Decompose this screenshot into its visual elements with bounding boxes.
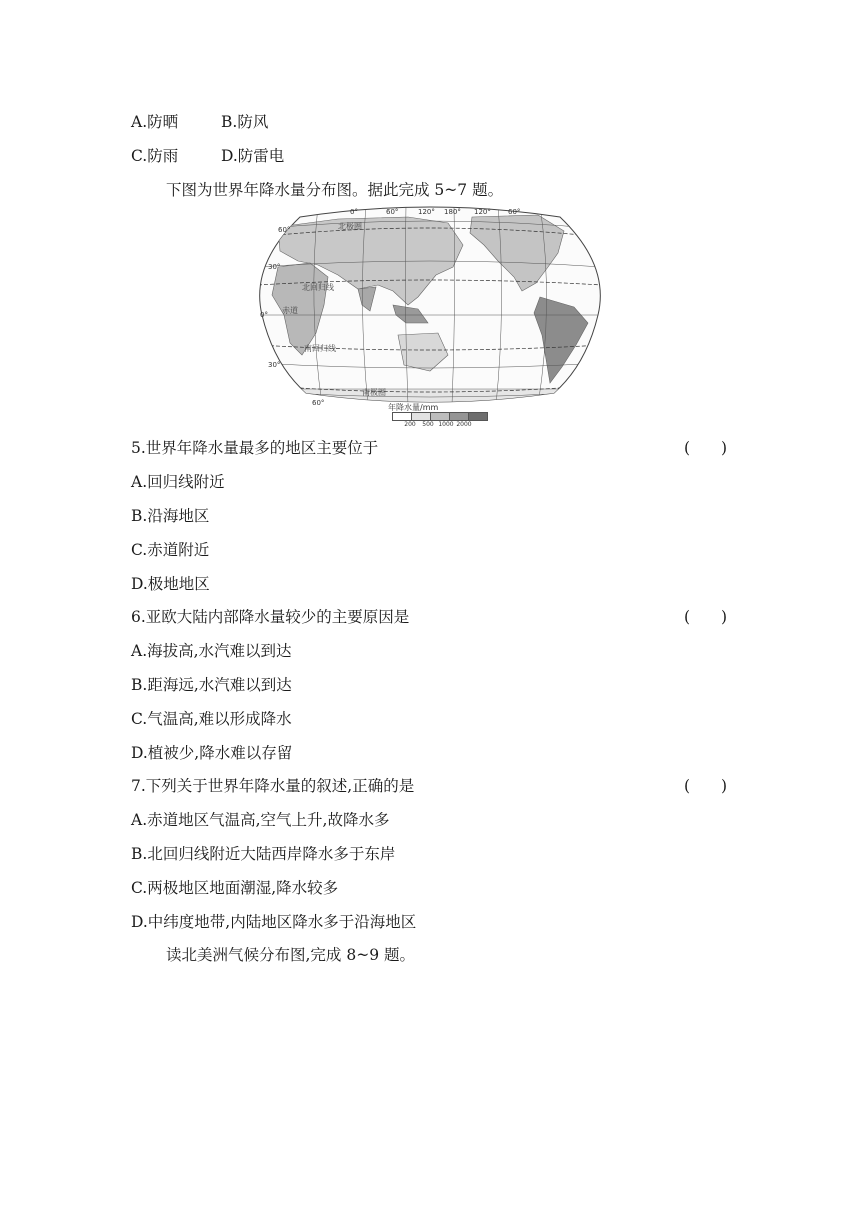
legend-swatch [450, 412, 469, 421]
arctic-circle-label: 北极圈 [338, 222, 362, 231]
lat-tick-30n: 30° [268, 263, 281, 271]
legend-tick: 1000 [438, 421, 454, 428]
q5-answer-bracket: ( ) [684, 439, 728, 457]
lon-tick-1: 60° [386, 208, 399, 216]
q7-stem: 7.下列关于世界年降水量的叙述,正确的是 [131, 777, 415, 795]
lon-tick-0: 0° [350, 208, 358, 216]
legend-swatch [431, 412, 450, 421]
q7-answer-bracket: ( ) [684, 777, 728, 795]
lon-tick-5: 60° [508, 208, 521, 216]
map-intro: 下图为世界年降水量分布图。据此完成 5~7 题。 [166, 181, 504, 199]
antarctic-circle-label: 南极圈 [362, 388, 386, 397]
next-intro: 读北美洲气候分布图,完成 8~9 题。 [166, 946, 415, 964]
q5-stem: 5.世界年降水量最多的地区主要位于 [131, 439, 379, 457]
q7-option-a: A.赤道地区气温高,空气上升,故降水多 [131, 811, 390, 829]
q7-option-c: C.两极地区地面潮湿,降水较多 [131, 879, 339, 897]
lat-tick-30s: 30° [268, 361, 281, 369]
legend-title: 年降水量/mm [388, 403, 439, 412]
q5-option-c: C.赤道附近 [131, 541, 210, 559]
legend-bar [392, 412, 488, 421]
q6-option-d: D.植被少,降水难以存留 [131, 744, 293, 762]
legend-swatch [469, 412, 488, 421]
tropic-capricorn-label: 南回归线 [304, 344, 336, 353]
legend-tick: 2000 [456, 421, 472, 428]
world-precipitation-map [258, 205, 602, 430]
lat-tick-60n: 60° [278, 226, 291, 234]
legend-swatch [392, 412, 412, 421]
q5-option-a: A.回归线附近 [131, 473, 225, 491]
q4-option-a: A.防晒 [131, 113, 179, 131]
map-figure [258, 205, 602, 405]
q6-option-b: B.距海远,水汽难以到达 [131, 676, 292, 694]
lat-tick-0: 0° [260, 311, 268, 319]
q6-answer-bracket: ( ) [684, 608, 728, 626]
q7-option-b: B.北回归线附近大陆西岸降水多于东岸 [131, 845, 396, 863]
q4-option-d: D.防雷电 [221, 147, 285, 165]
lat-tick-60s: 60° [312, 399, 325, 405]
q6-option-a: A.海拔高,水汽难以到达 [131, 642, 292, 660]
q7-option-d: D.中纬度地带,内陆地区降水多于沿海地区 [131, 913, 417, 931]
lon-tick-4: 120° [474, 208, 491, 216]
q5-option-d: D.极地地区 [131, 575, 210, 593]
legend-swatch [412, 412, 431, 421]
q6-option-c: C.气温高,难以形成降水 [131, 710, 292, 728]
q4-option-b: B.防风 [221, 113, 269, 131]
equator-label: 赤道 [282, 306, 298, 315]
legend-ticks [401, 421, 473, 428]
legend-tick: 200 [404, 421, 416, 428]
q4-option-c: C.防雨 [131, 147, 179, 165]
legend-tick: 500 [422, 421, 434, 428]
q5-option-b: B.沿海地区 [131, 507, 210, 525]
q6-stem: 6.亚欧大陆内部降水量较少的主要原因是 [131, 608, 410, 626]
lon-tick-2: 120° [418, 208, 435, 216]
tropic-cancer-label: 北回归线 [302, 283, 334, 292]
lon-tick-3: 180° [444, 208, 461, 216]
